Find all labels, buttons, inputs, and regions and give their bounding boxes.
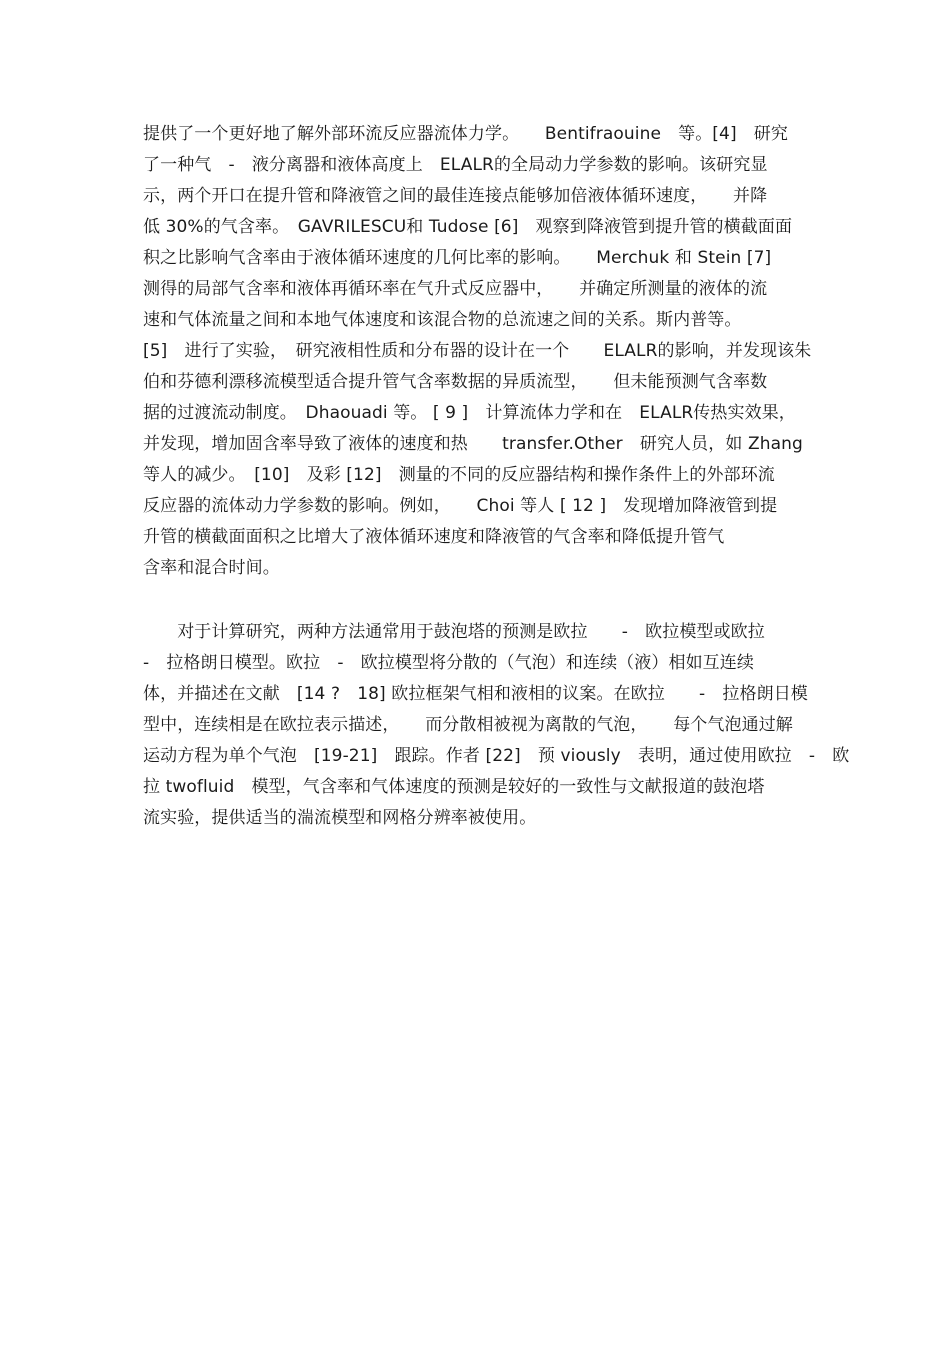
paragraph-literature-review [143,119,823,584]
text-line: 升管的横截面面积之比增大了液体循环速度和降液管的气含率和降低提升管气 [143,527,725,547]
text-line: 积之比影响气含率由于液体循环速度的几何比率的影响。 Merchuk 和 Stein [7] [143,248,772,268]
text-line: 了一种气 - 液分离器和液体高度上 ELALR的全局动力学参数的影响。该研究显 [143,155,768,175]
text-line: 示，两个开口在提升管和降液管之间的最佳连接点能够加倍液体循环速度， 并降 [143,186,768,206]
paragraph-computational-studies [143,617,850,834]
text-line: 速和气体流量之间和本地气体速度和该混合物的总流速之间的关系。斯内普等。 [143,310,742,330]
text-line: 含率和混合时间。 [143,558,280,578]
text-line: [5] 进行了实验， 研究液相性质和分布器的设计在一个 ELALR的影响，并发现该朱 [143,341,812,361]
text-line: 等人的减少。 [10] 及彩 [12] 测量的不同的反应器结构和操作条件上的外部环流 [143,465,775,485]
text-line: - 拉格朗日模型。欧拉 - 欧拉模型将分散的（气泡）和连续（液）相如互连续 [143,653,754,673]
text-line: 拉 twofluid 模型，气含率和气体速度的预测是较好的一致性与文献报道的鼓泡塔 [143,777,765,797]
text-line: 流实验，提供适当的湍流模型和网格分辨率被使用。 [143,808,537,828]
text-line: 反应器的流体动力学参数的影响。例如， Choi 等人 [ 12 ] 发现增加降液管到提 [143,496,778,516]
text-line: 提供了一个更好地了解外部环流反应器流体力学。 Bentifraouine 等。[4] 研究 [143,124,788,144]
text-line: 伯和芬德利漂移流模型适合提升管气含率数据的异质流型， 但未能预测气含率数 [143,372,768,392]
text-line: 运动方程为单个气泡 [19-21] 跟踪。作者 [22] 预 viously 表明，通过使用欧拉 - 欧 [143,746,850,766]
text-line: 并发现，增加固含率导致了液体的速度和热 transfer.Other 研究人员，如 Zhang [143,434,803,454]
text-line: 低 30%的气含率。 GAVRILESCU和 Tudose [6] 观察到降液管到提升管的横截面面 [143,217,793,237]
text-line: 体，并描述在文献 [14 ? 18] 欧拉框架气相和液相的议案。在欧拉 - 拉格朗日模 [143,684,808,704]
text-line: 型中，连续相是在欧拉表示描述， 而分散相被视为离散的气泡， 每个气泡通过解 [143,715,793,735]
text-line: 据的过渡流动制度。 Dhaouadi 等。 [ 9 ] 计算流体力学和在 ELALR传热实效果， [143,403,796,423]
text-line: 对于计算研究，两种方法通常用于鼓泡塔的预测是欧拉 - 欧拉模型或欧拉 [143,622,765,642]
text-line: 测得的局部气含率和液体再循环率在气升式反应器中， 并确定所测量的液体的流 [143,279,768,299]
